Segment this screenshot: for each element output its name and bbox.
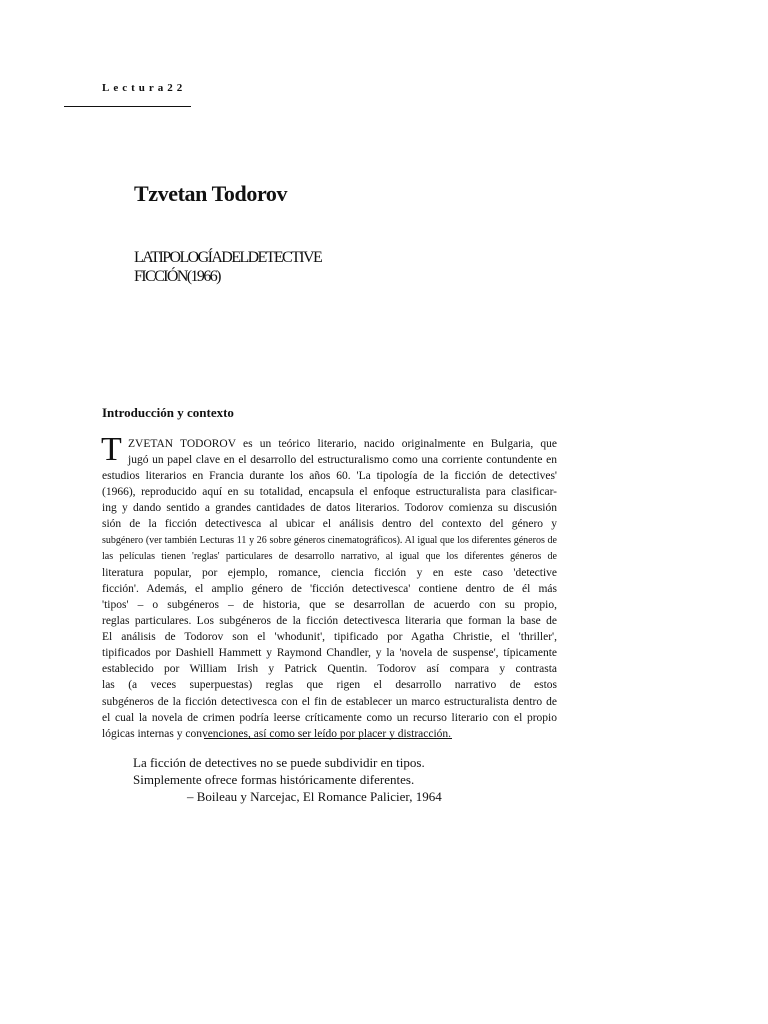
drop-cap: T bbox=[101, 431, 122, 468]
body-line: estudios literarios en Francia durante los años 60. 'La tipología de la ficción de detectives' bbox=[102, 470, 557, 483]
body-line: establecido por William Irish y Patrick Quentin. Todorov así compara y contrasta bbox=[102, 663, 557, 676]
body-line: subgéneros de la ficción detectivesca con el fin de establecer un marco estructuralista dentro de bbox=[102, 695, 557, 708]
body-line: 'tipos' – o subgéneros – de historia, que se desarrollan de acuerdo con su propio, bbox=[102, 598, 557, 611]
body-line: lógicas internas y convenciones, así como ser leído por placer y distracción. bbox=[102, 727, 452, 740]
body-line: ing y dando sentido a grandes cantidades de datos literarios. Todorov comienza su discusión bbox=[102, 502, 557, 515]
reading-label: Lectura22 bbox=[102, 82, 187, 94]
body-text bbox=[102, 436, 557, 742]
body-line: las películas tienen 'reglas' particulares de desarrollo narrativo, al igual que los diferentes géneros de bbox=[102, 550, 557, 562]
body-line: tipificados por Dashiell Hammett y Raymond Chandler, y la 'novela de suspense', típicamente bbox=[102, 647, 557, 660]
section-divider bbox=[204, 738, 452, 739]
article-title-line-2: FICCIÓN(1966) bbox=[134, 268, 220, 285]
epigraph bbox=[133, 754, 442, 805]
body-line: ZVETAN TODOROV es un teórico literario, nacido originalmente en Bulgaria, que bbox=[128, 438, 557, 450]
body-line: (1966), reproducido aquí en su totalidad, encapsula el enfoque estructuralista para clasificar- bbox=[102, 486, 557, 499]
epigraph-line-1: La ficción de detectives no se puede subdividir en tipos. bbox=[133, 755, 425, 770]
body-line: reglas particulares. Los subgéneros de la ficción detectivesca literaria que forman la base de bbox=[102, 615, 557, 628]
epigraph-attribution: – Boileau y Narcejac, El Romance Palicier, 1964 bbox=[187, 789, 442, 804]
article-title-line-1: LATIPOLOGÍADELDETECTIVE bbox=[134, 249, 322, 266]
body-line: el cual la novela de crimen podría leerse críticamente como un recurso literario con el propio bbox=[102, 711, 557, 724]
article-title bbox=[134, 248, 321, 286]
body-line: El análisis de Todorov son el 'whodunit', tipificado por Agatha Christie, el 'thriller', bbox=[102, 631, 557, 644]
body-line: subgénero (ver también Lecturas 11 y 26 sobre géneros cinematográficos). Al igual que los diferentes géneros de bbox=[102, 534, 557, 546]
section-heading: Introducción y contexto bbox=[102, 405, 234, 420]
body-line: literatura popular, por ejemplo, romance, ciencia ficción y en este caso 'detective bbox=[102, 566, 557, 579]
body-line: jugó un papel clave en el desarrollo del estructuralismo como una corriente contundente en bbox=[128, 454, 557, 467]
body-line: las (a veces superpuestas) reglas que rigen el desarrollo narrativo de estos bbox=[102, 679, 557, 692]
epigraph-line-2: Simplemente ofrece formas históricamente diferentes. bbox=[133, 772, 415, 787]
body-line: ficción'. Además, el amplio género de 'ficción detectivesca' contiene dentro de él más bbox=[102, 582, 557, 595]
author-name: Tzvetan Todorov bbox=[134, 181, 288, 206]
header-rule bbox=[64, 106, 191, 107]
body-line: sión de la ficción detectivesca al ubicar el análisis dentro del contexto del género y bbox=[102, 518, 557, 531]
